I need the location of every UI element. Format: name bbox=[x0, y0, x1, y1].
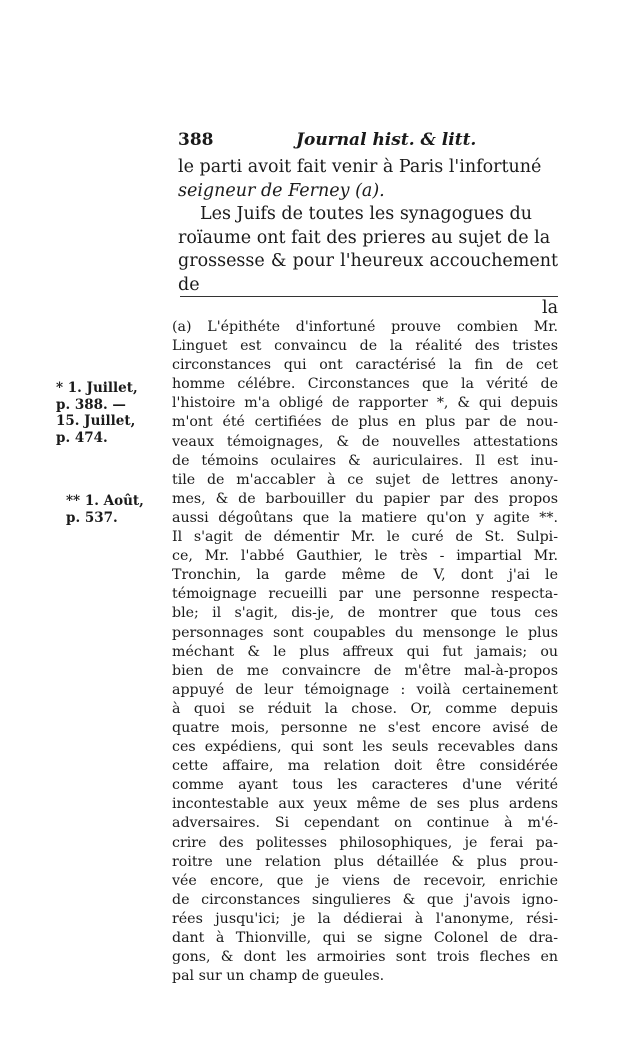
footnote-line: circonstances qui ont caractérisé la fin de cet bbox=[172, 357, 558, 374]
footnote-line: témoignage recueilli par une personne respecta- bbox=[172, 586, 558, 603]
footnote-line: veaux témoignages, & de nouvelles attestations bbox=[172, 433, 558, 450]
footnote-line: homme célébre. Circonstances que la vérité de bbox=[172, 376, 558, 393]
footnote-line: (a) L'épithéte d'infortuné prouve combien Mr. bbox=[172, 319, 558, 335]
footnote-line: à quoi se réduit la chose. Or, comme depuis bbox=[172, 700, 558, 717]
footnote-line: personnages sont coupables du mensonge le plus bbox=[172, 624, 558, 641]
margin-note-line: p. 474. bbox=[56, 429, 108, 446]
footnote-line: l'histoire m'a obligé de rapporter *, & qui depuis bbox=[172, 395, 558, 412]
main-text-line: grossesse & pour l'heureux accouchement de bbox=[178, 251, 558, 295]
footnote-line: adversaires. Si cependant on continue à m'é- bbox=[172, 815, 558, 832]
footnote-line: mes, & de barbouiller du papier par des propos bbox=[172, 490, 558, 507]
footnote-line: ble; il s'agit, dis-je, de montrer que tous ces bbox=[172, 605, 558, 622]
footnote-line: ce, Mr. l'abbé Gauthier, le très - impartial Mr. bbox=[172, 548, 558, 565]
footnote-line: comme ayant tous les caracteres d'une vérité bbox=[172, 777, 558, 794]
footnote-line: Tronchin, la garde même de V, dont j'ai le bbox=[172, 567, 558, 584]
margin-note-2 bbox=[66, 493, 144, 526]
footnote-line: cette affaire, ma relation doit être considérée bbox=[172, 758, 558, 775]
margin-note-line: 15. Juillet, bbox=[56, 413, 136, 429]
footnote-line: crire des politesses philosophiques, je ferai pa- bbox=[172, 834, 558, 851]
main-text-line: seigneur de Ferney (a). bbox=[178, 180, 385, 201]
margin-note-line: p. 388. — bbox=[56, 396, 126, 413]
margin-note-1 bbox=[56, 380, 138, 446]
main-text-line: roïaume ont fait des prieres au sujet de la bbox=[178, 227, 551, 248]
footnote-line: de circonstances singulieres & que j'avois igno- bbox=[172, 891, 558, 908]
footnote-line: bien de me convaincre de m'être mal-à-propos bbox=[172, 662, 558, 679]
footnote-line: dant à Thionville, qui se signe Colonel de dra- bbox=[172, 930, 558, 946]
footnote-line: méchant & le plus affreux qui fut jamais; ou bbox=[172, 643, 558, 660]
footnote-rule bbox=[180, 296, 558, 297]
footnote-line: Linguet est convaincu de la réalité des tristes bbox=[172, 338, 558, 355]
footnote-line: aussi dégoûtans que la matiere qu'on y agite **. bbox=[172, 509, 558, 526]
main-text-line: le parti avoit fait venir à Paris l'infortuné bbox=[178, 157, 542, 177]
footnote-line: tile de m'accabler à ce sujet de lettres anony- bbox=[172, 471, 558, 488]
footnote bbox=[172, 318, 558, 986]
main-text-line: Les Juifs de toutes les synagogues du bbox=[200, 204, 532, 224]
footnote-line: roitre une relation plus détaillée & plus prou- bbox=[172, 853, 558, 870]
page-number: 388 bbox=[178, 130, 214, 150]
running-title: Journal hist. & litt. bbox=[296, 130, 477, 150]
footnote-line: rées jusqu'ici; je la dédierai à l'anonyme, rési- bbox=[172, 910, 558, 927]
footnote-line: Il s'agit de démentir Mr. le curé de St. Sulpi- bbox=[172, 529, 558, 546]
margin-note-line: ** 1. Août, bbox=[66, 493, 144, 509]
footnote-line: appuyé de leur témoignage : voilà certainement bbox=[172, 681, 558, 698]
margin-note-line: p. 537. bbox=[66, 509, 118, 526]
footnote-line: incontestable aux yeux même de ses plus ardens bbox=[172, 796, 558, 813]
footnote-line: m'ont été certifiées de plus en plus par de nou- bbox=[172, 414, 558, 431]
footnote-line: ces expédiens, qui sont les seuls recevables dans bbox=[172, 739, 558, 756]
footnote-line: gons, & dont les armoiries sont trois fleches en bbox=[172, 949, 558, 966]
page-header bbox=[178, 130, 558, 152]
footnote-line: vée encore, que je viens de recevoir, enrichie bbox=[172, 872, 558, 889]
footnote-line: de témoins oculaires & auriculaires. Il est inu- bbox=[172, 452, 558, 469]
footnote-line: quatre mois, personne ne s'est encore avisé de bbox=[172, 719, 558, 736]
catchword: la bbox=[541, 298, 558, 318]
footnote-line: pal sur un champ de gueules. bbox=[172, 968, 385, 985]
margin-note-line: * 1. Juillet, bbox=[56, 380, 138, 396]
